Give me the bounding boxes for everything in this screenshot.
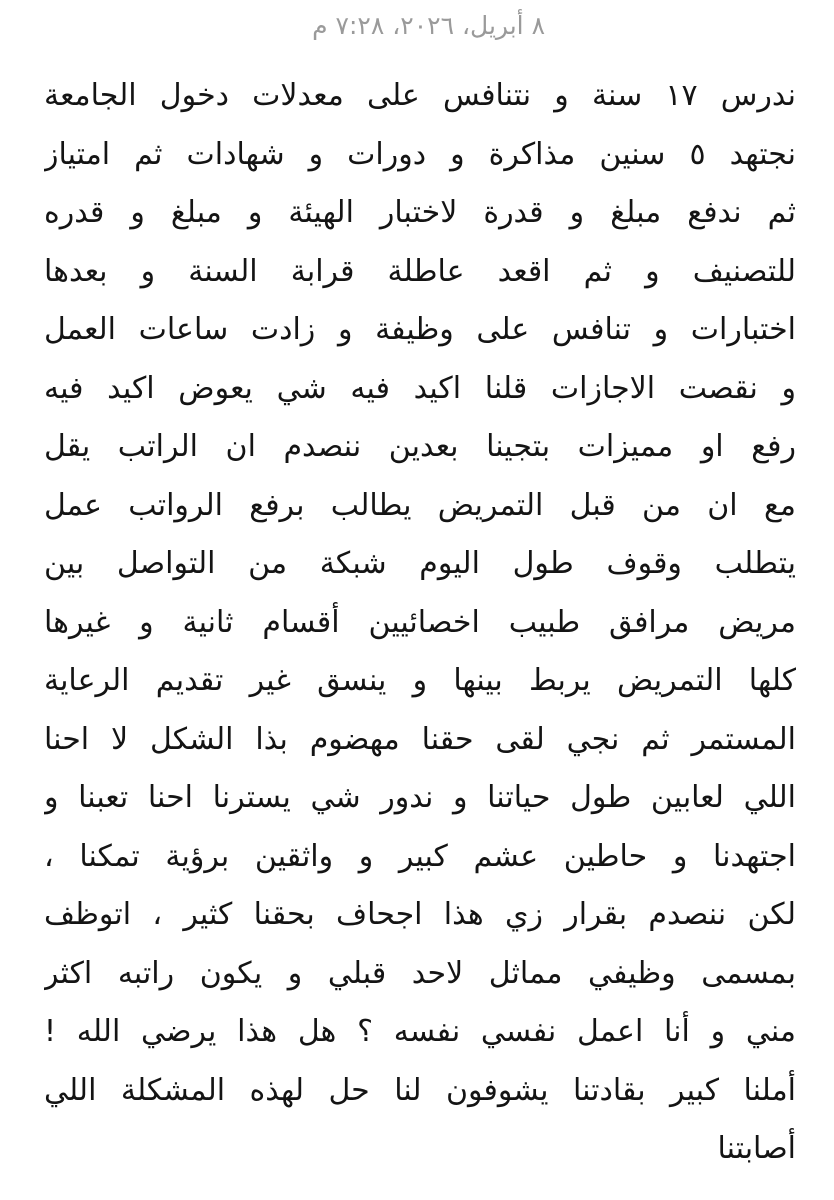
- note-line-4: للتصنيف و ثم اقعد عاطلة قرابة السنة و بعدها: [44, 253, 796, 289]
- note-timestamp: ٨ أبريل، ٢٠٢٦، ٧:٢٨ م: [312, 11, 545, 40]
- note-line-11: كلها التمريض يربط بينها و ينسق غير تقديم الرعاية: [44, 663, 796, 698]
- note-line-6: و نقصت الاجازات قلنا اكيد فيه شي يعوض اكيد فيه: [44, 370, 796, 406]
- note-line-15: لكن ننصدم بقرار زي هذا اجحاف بحقنا كثير ، اتوظف: [44, 897, 796, 932]
- note-line-17: مني و أنا اعمل نفسي نفسه ؟ هل هذا يرضي الله !: [44, 1014, 796, 1049]
- note-line-19: أصابتنا: [717, 1131, 796, 1166]
- note-body[interactable]: [44, 67, 796, 1179]
- note-line-9: يتطلب وقوف طول اليوم شبكة من التواصل بين: [44, 546, 796, 581]
- note-line-12: المستمر ثم نجي لقى حقنا مهضوم بذا الشكل لا احنا: [44, 721, 796, 757]
- note-line-13: اللي لعابين طول حياتنا و ندور شي يسترنا احنا تعبنا و: [44, 780, 796, 815]
- note-line-1: ندرس ١٧ سنة و نتنافس على معدلات دخول الجامعة: [44, 78, 796, 113]
- note-line-16: بمسمى وظيفي مماثل لاحد قبلي و يكون راتبه اكثر: [44, 955, 796, 991]
- note-line-8: مع ان من قبل التمريض يطالب برفع الرواتب عمل: [44, 487, 796, 523]
- note-line-14: اجتهدنا و حاطين عشم كبير و واثقين برؤية تمكنا ،: [44, 838, 796, 874]
- note-line-10: مريض مرافق طبيب اخصائيين أقسام ثانية و غيرها: [44, 604, 796, 640]
- note-line-18: أملنا كبير بقادتنا يشوفون لنا حل لهذه المشكلة اللي: [44, 1072, 796, 1108]
- note-line-7: رفع او مميزات بتجينا بعدين ننصدم ان الراتب يقل: [44, 429, 796, 464]
- note-line-2: نجتهد ٥ سنين مذاكرة و دورات و شهادات ثم امتياز: [44, 136, 796, 172]
- note-line-3: ثم ندفع مبلغ و قدرة لاختبار الهيئة و مبلغ و قدره: [44, 195, 796, 230]
- note-line-5: اختبارات و تنافس على وظيفة و زادت ساعات العمل: [44, 312, 796, 347]
